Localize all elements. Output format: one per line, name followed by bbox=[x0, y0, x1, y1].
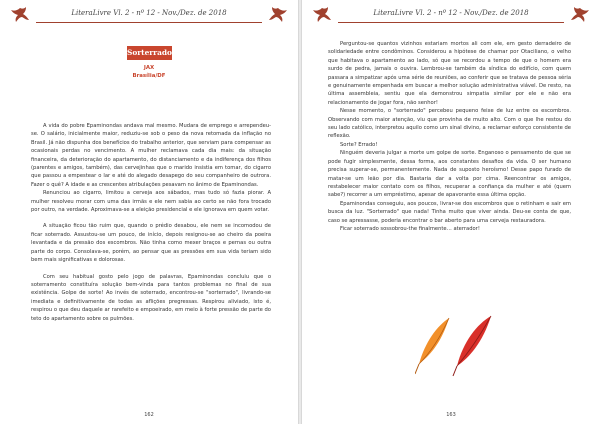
paragraph: Epaminondas conseguiu, aos poucos, livrar-se dos escombros que o retinham e sair em busca da luz. "Sorterrado" que nada! Tinha muito que viver ainda. Deu-se conta de que, caso se apressasse, poderia encontrar o bar aberto para uma cerveja restauradora. bbox=[328, 200, 571, 224]
phoenix-logo-icon bbox=[268, 6, 288, 24]
paragraph: Renunciou ao cigarro, limitou a cerveja aos sábados, mas tudo só fazia piorar. A mulher resolveu morar com uma das irmãs e ele nem sabia ao certo se não fora trocado por outro, na verdade. Aproximava-se a eleição presidencial e ele ignorava em quem votar. bbox=[31, 190, 271, 214]
article-title: Sorterrado bbox=[127, 46, 172, 60]
header-text: LiteraLivre Vl. 2 - nº 12 - Nov./Dez. de 2018 bbox=[373, 9, 529, 17]
red-feather-icon bbox=[453, 316, 491, 376]
paragraph: Com seu habitual gosto pelo jogo de palavras, Epaminondas concluiu que o soterramento constituíra solução bem-vinda para tantos problemas no final de sua existência. Golpe de sorte! Ao invés de soterrado, encontrou-se "sorterrado", livrando-se imediata e definitivamente de todas as aflições pregressas. Respirou aliviado, isto é, respirou o que deu daquele ar rarefeito e empoeirado, em meio à forte pressão de parte do teto do apartamento sobre os pulmões. bbox=[31, 273, 271, 322]
header-text: LiteraLivre Vl. 2 - nº 12 - Nov./Dez. de 2018 bbox=[71, 9, 227, 17]
right-body-text bbox=[328, 40, 571, 233]
header-rule bbox=[338, 22, 564, 23]
paragraph: A vida do pobre Epaminondas andava mal mesmo. Mudara de emprego e arrependeu-se. O salário, inicialmente maior, reduziu-se sob o peso da nova retomada da inflação no Brasil. Já não dispunha dos benefícios do trabalho anterior, que serviam para compensar as ocasionais perdas no vencimento. A mulher reclamava cada dia mais: da situação financeira, da deterioração do apartamento, do distanciamento e da indiferença dos filhos (parentes e amigos, também), das cervejinhas que o marido insistia em tomar, do cigarro que passou a empestear o lar e até do alegado desapego do seu companheiro de outrora. Fazer o quê? A idade e as crescentes atribulações pesavam no ânimo de Epaminondas. bbox=[31, 123, 271, 188]
author-location: Brasília/DF bbox=[132, 73, 166, 79]
feathers-illustration bbox=[415, 312, 493, 380]
right-page bbox=[302, 0, 600, 424]
phoenix-logo-icon bbox=[312, 6, 332, 24]
page-number: 162 bbox=[144, 412, 154, 418]
author-name: JAX bbox=[143, 65, 155, 71]
orange-feather-icon bbox=[415, 318, 449, 374]
left-body-text bbox=[31, 122, 271, 323]
article-byline bbox=[0, 64, 298, 80]
paragraph: Perguntou-se quantos vizinhos estariam mortos ali com ele, em gesto derradeiro de solidariedade entre condôminos. Considerou a hipótese de chamar por Otaciliano, o velho que habitava o apartamento ao lado, só que se recordou a tempo de que o homem era surdo de pedra, jamais o ouvira. Lembrou-se também da síndica do edifício, com quem passara a simpatizar após uma série de reuniões, ao conferir que se tratava de pessoa séria e genuinamente empenhada em buscar a melhor solução administrativa viável. De resto, na última assembleia, sentiu que ela demonstrou simpatia similar por ele e não era relacionamento de jogar fora, não senhor! bbox=[328, 41, 571, 106]
left-header bbox=[8, 6, 290, 28]
right-header bbox=[310, 6, 592, 28]
left-page bbox=[0, 0, 298, 424]
phoenix-logo-icon bbox=[570, 6, 590, 24]
page-number: 163 bbox=[446, 412, 456, 418]
header-rule bbox=[36, 22, 262, 23]
phoenix-logo-icon bbox=[10, 6, 30, 24]
paragraph: Ninguém deveria julgar a morte um golpe de sorte. Enganoso o pensamento de que se pode fugir simplesmente, dessa forma, aos constantes desafios da vida. O ser humano precisa superar-se, permanentemente. Nada de suposto heroísmo! Desse papo furado de matar-se um leão por dia. Bastaria dar a volta por cima. Reencontrar os amigos, restabelecer maior contato com os filhos, recuperar a confiança da mulher e até (quem sabe?) recorrer a um empréstimo, apesar de apavorante essa última opção. bbox=[328, 150, 571, 199]
paragraph: Nesse momento, o "sorterrado" percebeu pequeno feixe de luz entre os escombros. Observando com maior atenção, viu que provinha de muito alto. Com o que lhe restou do seu lado católico, interpretou aquilo como um sinal divino, a reclamar esforço consistente de reflexão. bbox=[328, 108, 571, 140]
paragraph: Sorte? Errado! bbox=[340, 141, 378, 148]
paragraph: Ficar soterrado sossobrou-the finalmente… aterrador! bbox=[340, 225, 480, 232]
paragraph: A situação ficou tão ruim que, quando o prédio desabou, ele nem se incomodou de ficar soterrado. Assustou-se um pouco, de início, depois resignou-se ao cheiro da poeira levantada e da pressão dos escombros. Não tinha como mexer braços e pernas ou outra parte do corpo. Consolava-se, porém, ao pensar que as pressões em sua vida teriam sido bem mais significativas e dolorosas. bbox=[31, 223, 271, 264]
